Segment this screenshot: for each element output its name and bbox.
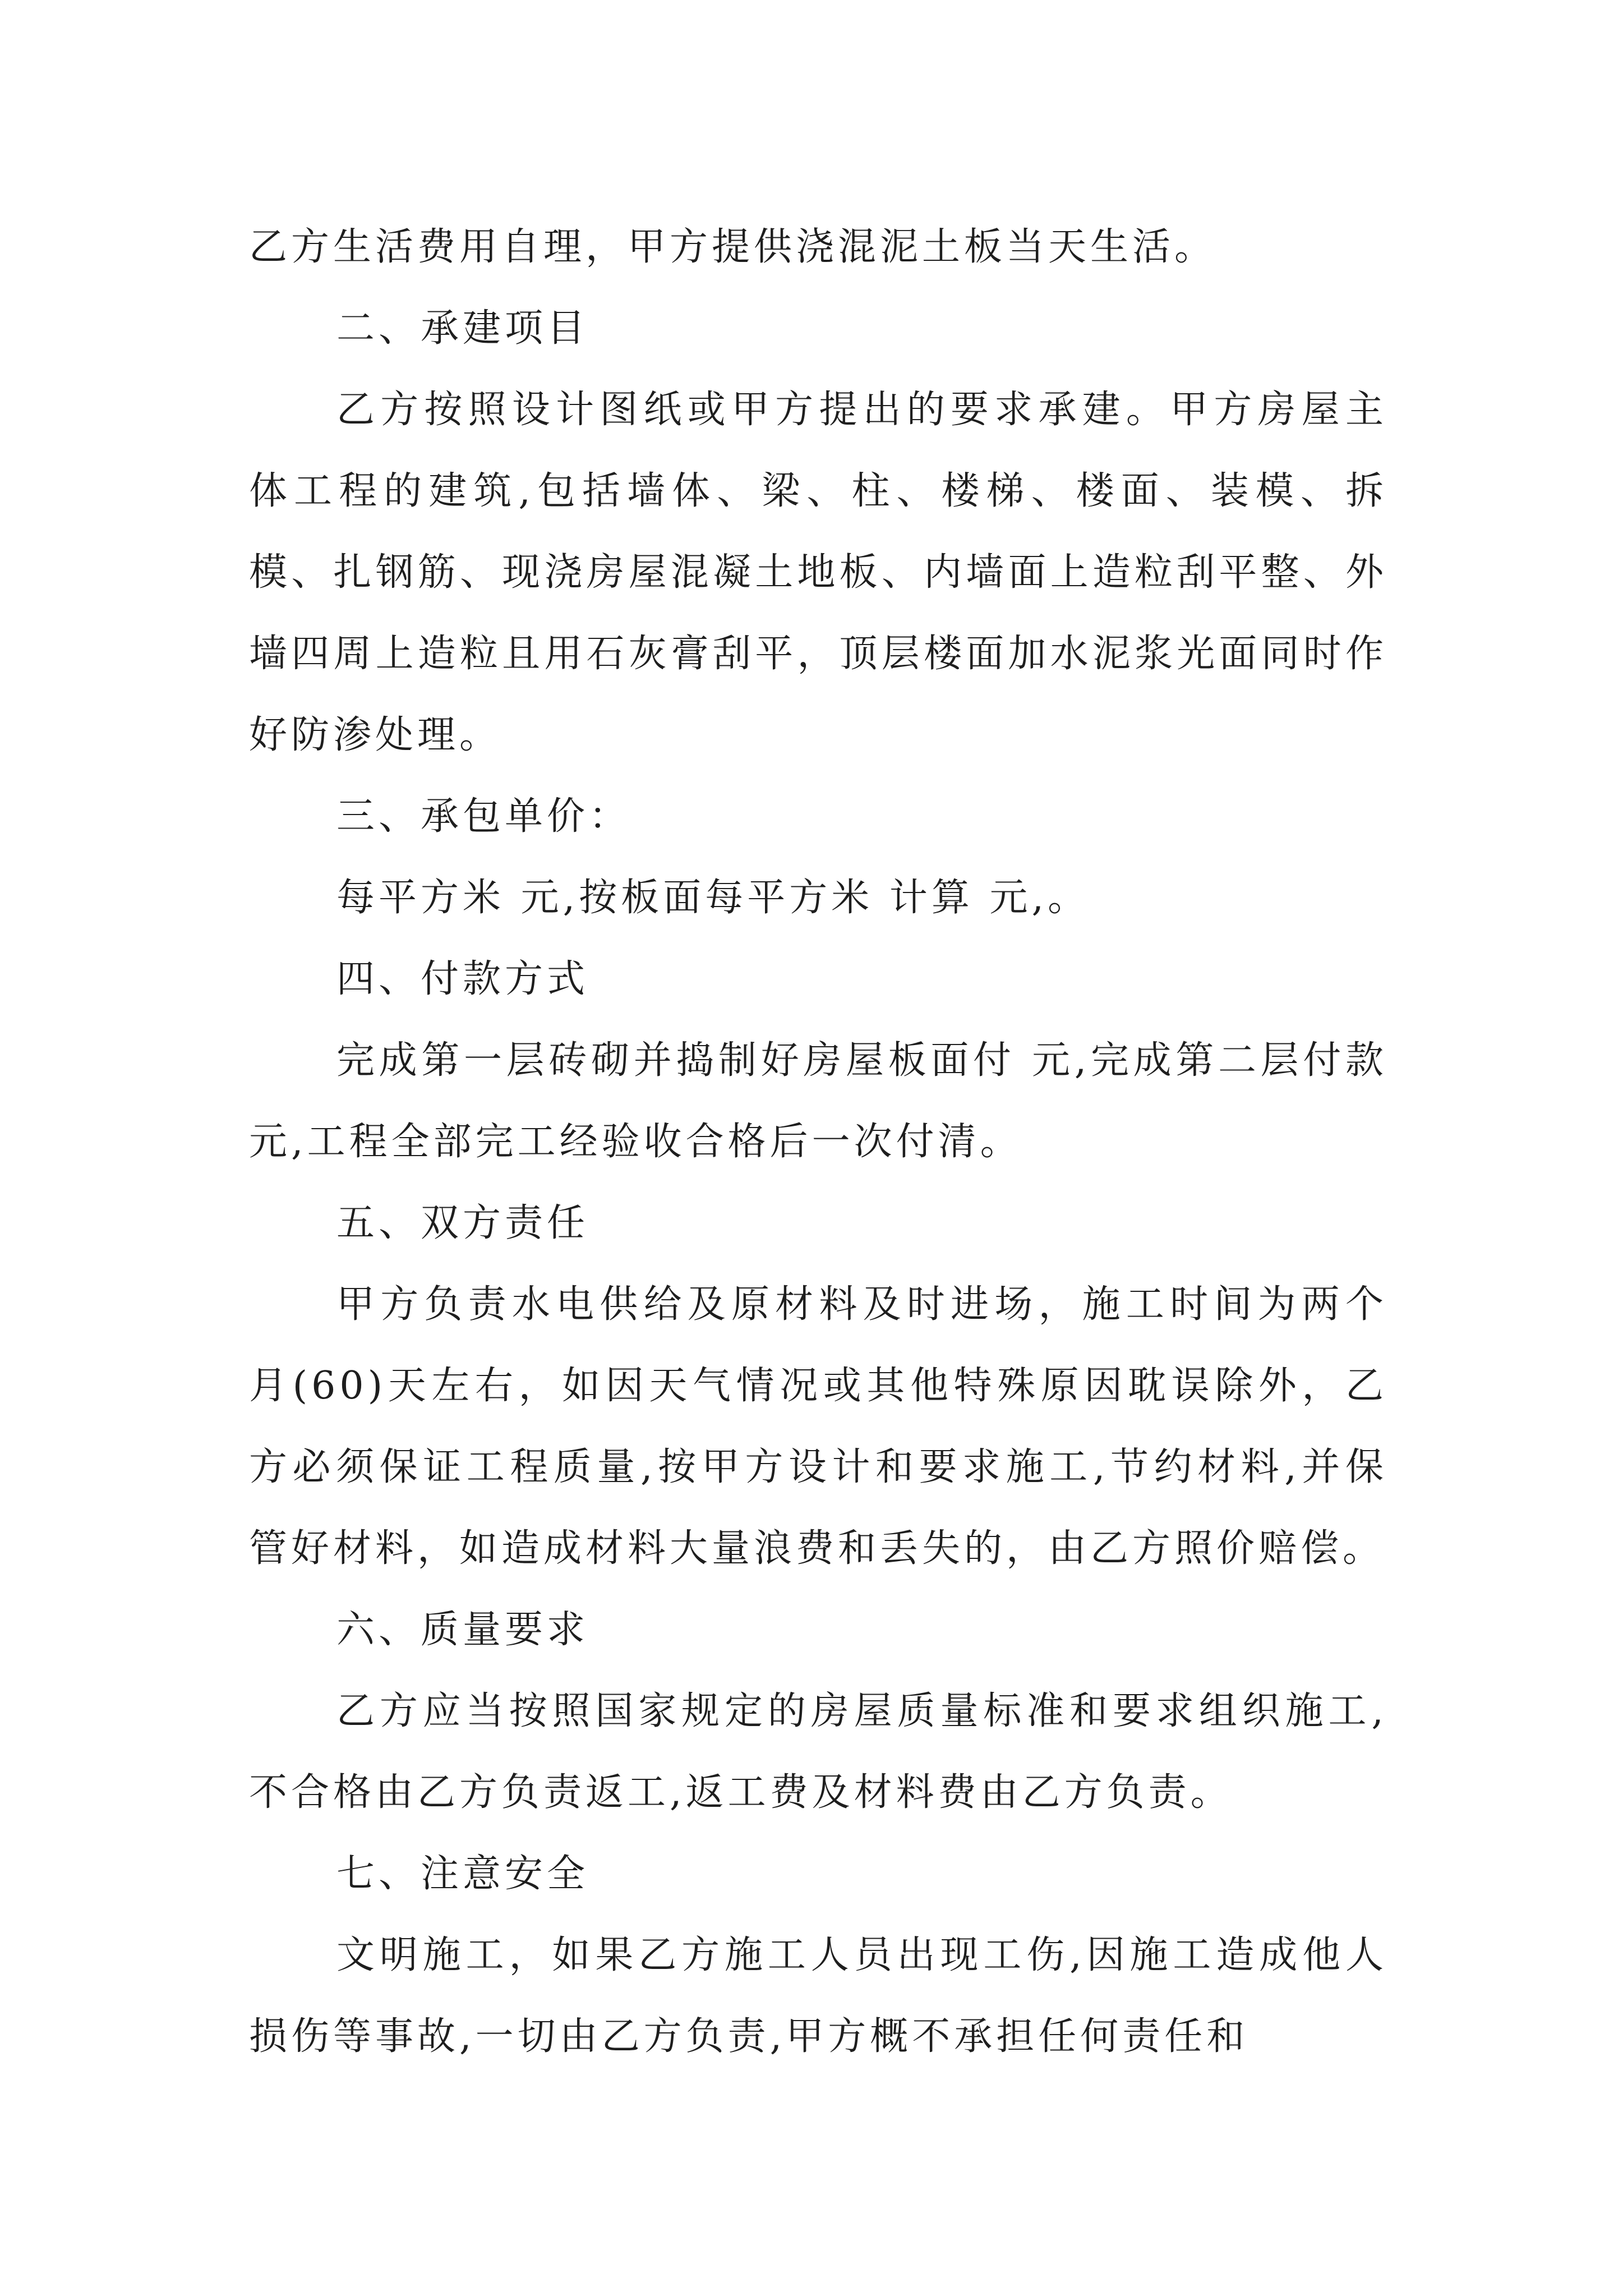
heading-construction-items: 二、承建项目 <box>336 306 589 351</box>
paragraph-payment-method: 完成第一层砖砌并捣制好房屋板面付 元,完成第二层付款 元,工程全部完工经验收合格后一次付清。 <box>249 1038 1387 1164</box>
contract-body <box>249 206 1387 2077</box>
heading-quality-requirements: 六、质量要求 <box>336 1608 589 1652</box>
heading-safety: 七、注意安全 <box>336 1852 589 1896</box>
paragraph-quality-requirements: 乙方应当按照国家规定的房屋质量标准和要求组织施工,不合格由乙方负责返工,返工费及材料费由乙方负责。 <box>249 1689 1387 1815</box>
paragraph-unit-price: 每平方米 元,按板面每平方米 计算 元,。 <box>336 876 1090 920</box>
paragraph-construction-items: 乙方按照设计图纸或甲方提出的要求承建。甲方房屋主体工程的建筑,包括墙体、梁、柱、楼梯、楼面、装模、拆模、扎钢筋、现浇房屋混凝土地板、内墙面上造粒刮平整、外墙四周上造粒且用石灰膏刮平，顶层楼面加水泥浆光面同时作好防渗处理。 <box>249 388 1387 757</box>
heading-payment-method: 四、付款方式 <box>336 957 589 1001</box>
paragraph-living-expenses: 乙方生活费用自理，甲方提供浇混泥土板当天生活。 <box>249 225 1217 269</box>
paragraph-responsibilities: 甲方负责水电供给及原材料及时进场，施工时间为两个月(60)天左右，如因天气情况或其他特殊原因耽误除外，乙方必须保证工程质量,按甲方设计和要求施工,节约材料,并保管好材料，如造成材料大量浪费和丢失的，由乙方照价赔偿。 <box>249 1282 1387 1571</box>
heading-unit-price: 三、承包单价： <box>336 794 631 839</box>
heading-responsibilities: 五、双方责任 <box>336 1201 589 1245</box>
paragraph-safety: 文明施工，如果乙方施工人员出现工伤,因施工造成他人损伤等事故,一切由乙方负责,甲方概不承担任何责任和 <box>249 1933 1387 2059</box>
